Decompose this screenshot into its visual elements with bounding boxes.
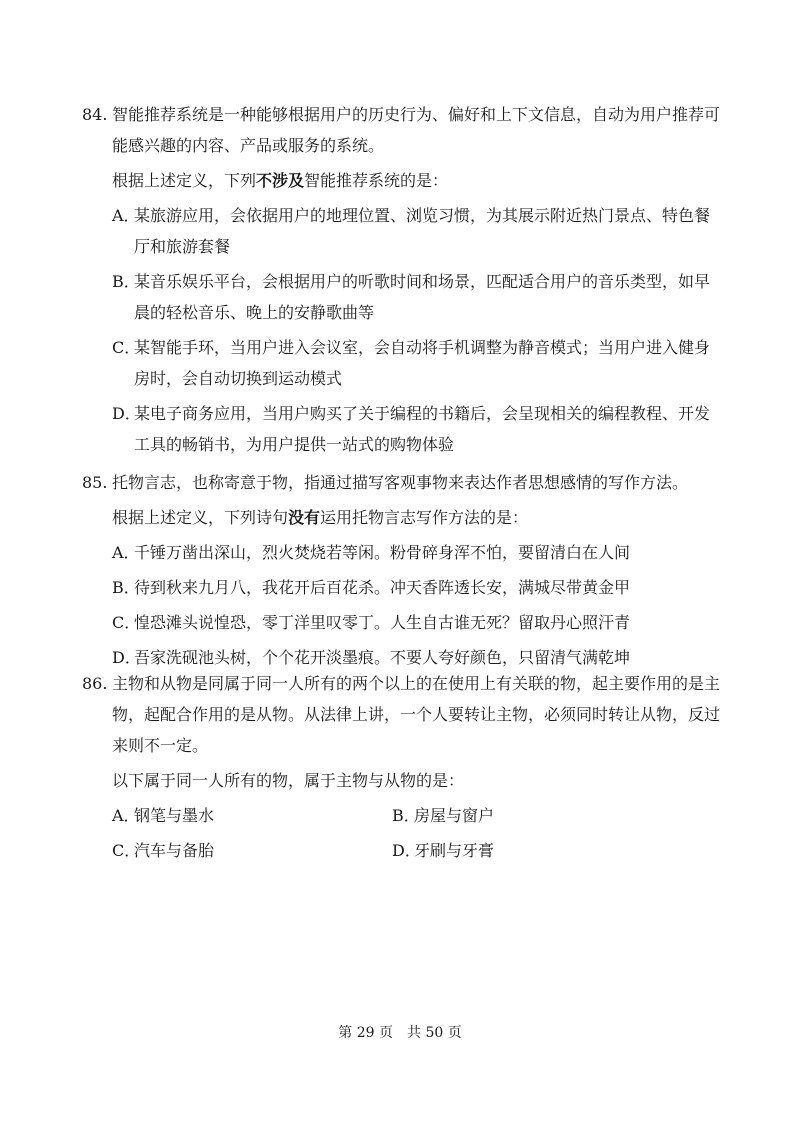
option-letter: B． — [392, 806, 420, 825]
question-text-continued: 物，起配合作用的是从物。从法律上讲，一个人要转让主物，必须同时转让从物，反过 — [112, 705, 721, 724]
option-text: 某音乐娱乐平台，会根据用户的听歌时间和场景，匹配适合用户的音乐类型，如早晨的轻松音乐、晚上的安静歌曲等 — [134, 272, 711, 322]
option-letter: D． — [112, 404, 141, 423]
question-text: 托物言志，也称寄意于物，指通过描写客观事物来表达作者思想感情的写作方法。 — [112, 473, 689, 492]
question-text: 主物和从物是同属于同一人所有的两个以上的在使用上有关联的物，起主要作用的是主 — [112, 674, 721, 693]
option-text: 吾家洗砚池头树，个个花开淡墨痕。不要人夸好颜色，只留清气满乾坤 — [134, 648, 631, 667]
stem-text: 根据上述定义，下列 — [112, 171, 257, 190]
stem-emphasis: 不涉及 — [256, 171, 305, 190]
option-d[interactable] — [392, 835, 672, 866]
question-84 — [82, 99, 722, 460]
question-number: 84. — [82, 105, 108, 124]
question-stem — [112, 502, 722, 533]
option-text: 千锤万凿出深山，烈火焚烧若等闲。粉骨碎身浑不怕，要留清白在人间 — [134, 543, 631, 562]
option-letter: A． — [112, 806, 140, 825]
option-letter: D． — [392, 841, 421, 860]
option-letter: C． — [112, 613, 141, 632]
option-text: 牙刷与牙膏 — [414, 841, 495, 860]
option-letter: B． — [112, 578, 140, 597]
option-text: 钢笔与墨水 — [134, 806, 215, 825]
question-text-continued: 来则不一定。 — [112, 736, 209, 755]
question-86 — [82, 668, 722, 866]
stem-text: 运用托物言志写作方法的是： — [320, 508, 529, 527]
option-text: 某电子商务应用，当用户购买了关于编程的书籍后，会呈现相关的编程教程、开发工具的畅销书，为用户提供一站式的购物体验 — [134, 404, 711, 454]
question-number: 86. — [82, 674, 108, 693]
stem-emphasis: 没有 — [288, 508, 321, 527]
question-85 — [82, 467, 722, 673]
option-d[interactable] — [112, 398, 722, 460]
question-stem — [112, 165, 722, 196]
question-number: 85. — [82, 473, 108, 492]
question-text-continued: 能感兴趣的内容、产品或服务的系统。 — [112, 136, 385, 155]
option-text: 汽车与备胎 — [134, 841, 215, 860]
option-text: 房屋与窗户 — [414, 806, 495, 825]
option-b[interactable] — [392, 800, 672, 831]
option-b[interactable] — [112, 266, 722, 328]
option-letter: A． — [112, 206, 140, 225]
question-stem: 以下属于同一人所有的物，属于主物与从物的是： — [112, 771, 465, 790]
option-letter: B． — [112, 272, 140, 291]
option-a[interactable] — [112, 200, 722, 262]
option-letter: A． — [112, 543, 140, 562]
option-c[interactable] — [112, 607, 722, 638]
option-letter: C． — [112, 841, 141, 860]
option-b[interactable] — [112, 572, 722, 603]
stem-text: 智能推荐系统的是： — [304, 171, 449, 190]
option-c[interactable] — [112, 332, 722, 394]
option-letter: D． — [112, 648, 141, 667]
page-footer: 第 29 页 共 50 页 — [338, 1025, 462, 1041]
option-text: 某旅游应用，会依据用户的地理位置、浏览习惯，为其展示附近热门景点、特色餐厅和旅游套餐 — [134, 206, 711, 256]
option-text: 某智能手环，当用户进入会议室，会自动将手机调整为静音模式；当用户进入健身房时，会自动切换到运动模式 — [134, 338, 711, 388]
option-a[interactable] — [112, 537, 722, 568]
option-c[interactable] — [112, 835, 392, 866]
option-text: 待到秋来九月八，我花开后百花杀。冲天香阵透长安，满城尽带黄金甲 — [134, 578, 631, 597]
option-letter: C． — [112, 338, 141, 357]
option-text: 惶恐滩头说惶恐，零丁洋里叹零丁。人生自古谁无死？留取丹心照汗青 — [134, 613, 631, 632]
question-text: 智能推荐系统是一种能够根据用户的历史行为、偏好和上下文信息，自动为用户推荐可 — [112, 105, 721, 124]
option-a[interactable] — [112, 800, 392, 831]
stem-text: 根据上述定义，下列诗句 — [112, 508, 289, 527]
